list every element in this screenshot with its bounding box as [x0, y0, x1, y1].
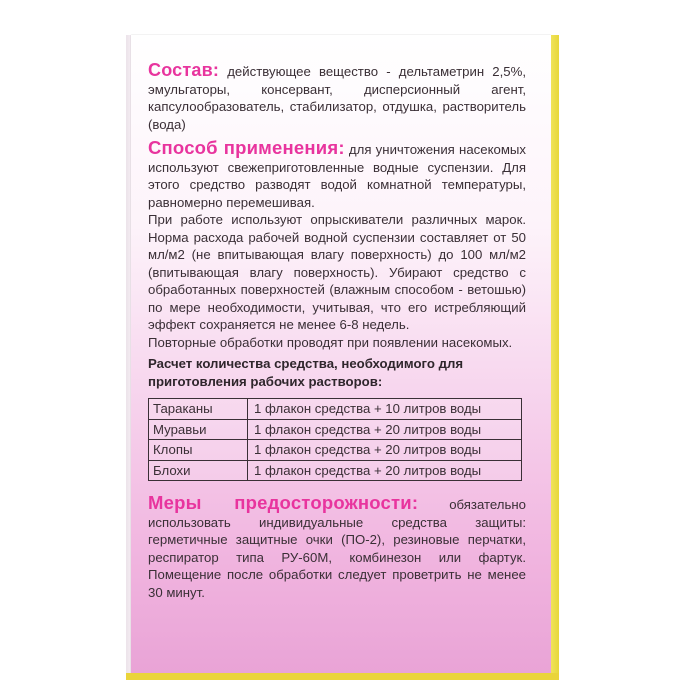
box-right-edge	[551, 35, 559, 675]
box-bottom-edge	[126, 673, 559, 680]
pest-cell: Клопы	[149, 440, 248, 461]
usage-heading: Способ применения:	[148, 137, 345, 158]
table-row	[149, 399, 522, 420]
table-row	[149, 460, 522, 481]
composition-paragraph	[148, 62, 526, 133]
usage-text-2: При работе используют опрыскиватели различных марок. Норма расхода рабочей водной суспензии составляет от 50 мл/м2 (не впитывающая влагу поверхность) до 100 мл/м2 (впитывающая влагу поверхность). Убирают средство с обработанных поверхностей (влажным способом - ветошью) по мере необходимости, учитывая, что его истребляющий эффект сохраняется не менее 6-8 недель.	[148, 212, 526, 332]
dose-cell: 1 флакон средства + 20 литров воды	[248, 440, 522, 461]
table-row	[149, 440, 522, 461]
usage-text-3: Повторные обработки проводят при появлении насекомых.	[148, 334, 513, 350]
pest-cell: Тараканы	[149, 399, 248, 420]
composition-heading: Состав:	[148, 60, 220, 80]
pest-cell: Блохи	[149, 460, 248, 481]
precautions-text: обязательно использовать индивидуальные средства защиты: герметичные защитные очки (ПО-2), резиновые перчатки, респиратор типа РУ-60М, комбинезон или фартук. Помещение после обработки следует проветрить не менее 30 минут.	[148, 497, 526, 600]
calculation-heading: Расчет количества средства, необходимого для приготовления рабочих растворов:	[148, 356, 464, 389]
dose-table	[148, 398, 522, 481]
dose-cell: 1 флакон средства + 20 литров воды	[248, 419, 522, 440]
label-text-block	[148, 62, 526, 607]
usage-text-1: для уничтожения насекомых используют свежеприготовленные водные суспензии. Для этого средство разводят водой комнатной температуры, равномерно перемешивая.	[148, 142, 526, 210]
precautions-paragraph	[148, 494, 526, 601]
dose-cell: 1 флакон средства + 20 литров воды	[248, 460, 522, 481]
pest-cell: Муравьи	[149, 419, 248, 440]
dose-cell: 1 флакон средства + 10 литров воды	[248, 399, 522, 420]
composition-text: действующее вещество - дельтаметрин 2,5%, эмульгаторы, консервант, дисперсионный агент, капсулообразователь, стабилизатор, отдушка, растворитель (вода)	[148, 64, 526, 132]
table-row	[149, 419, 522, 440]
usage-paragraph	[148, 139, 526, 211]
precautions-heading: Меры предосторожности:	[148, 492, 419, 513]
